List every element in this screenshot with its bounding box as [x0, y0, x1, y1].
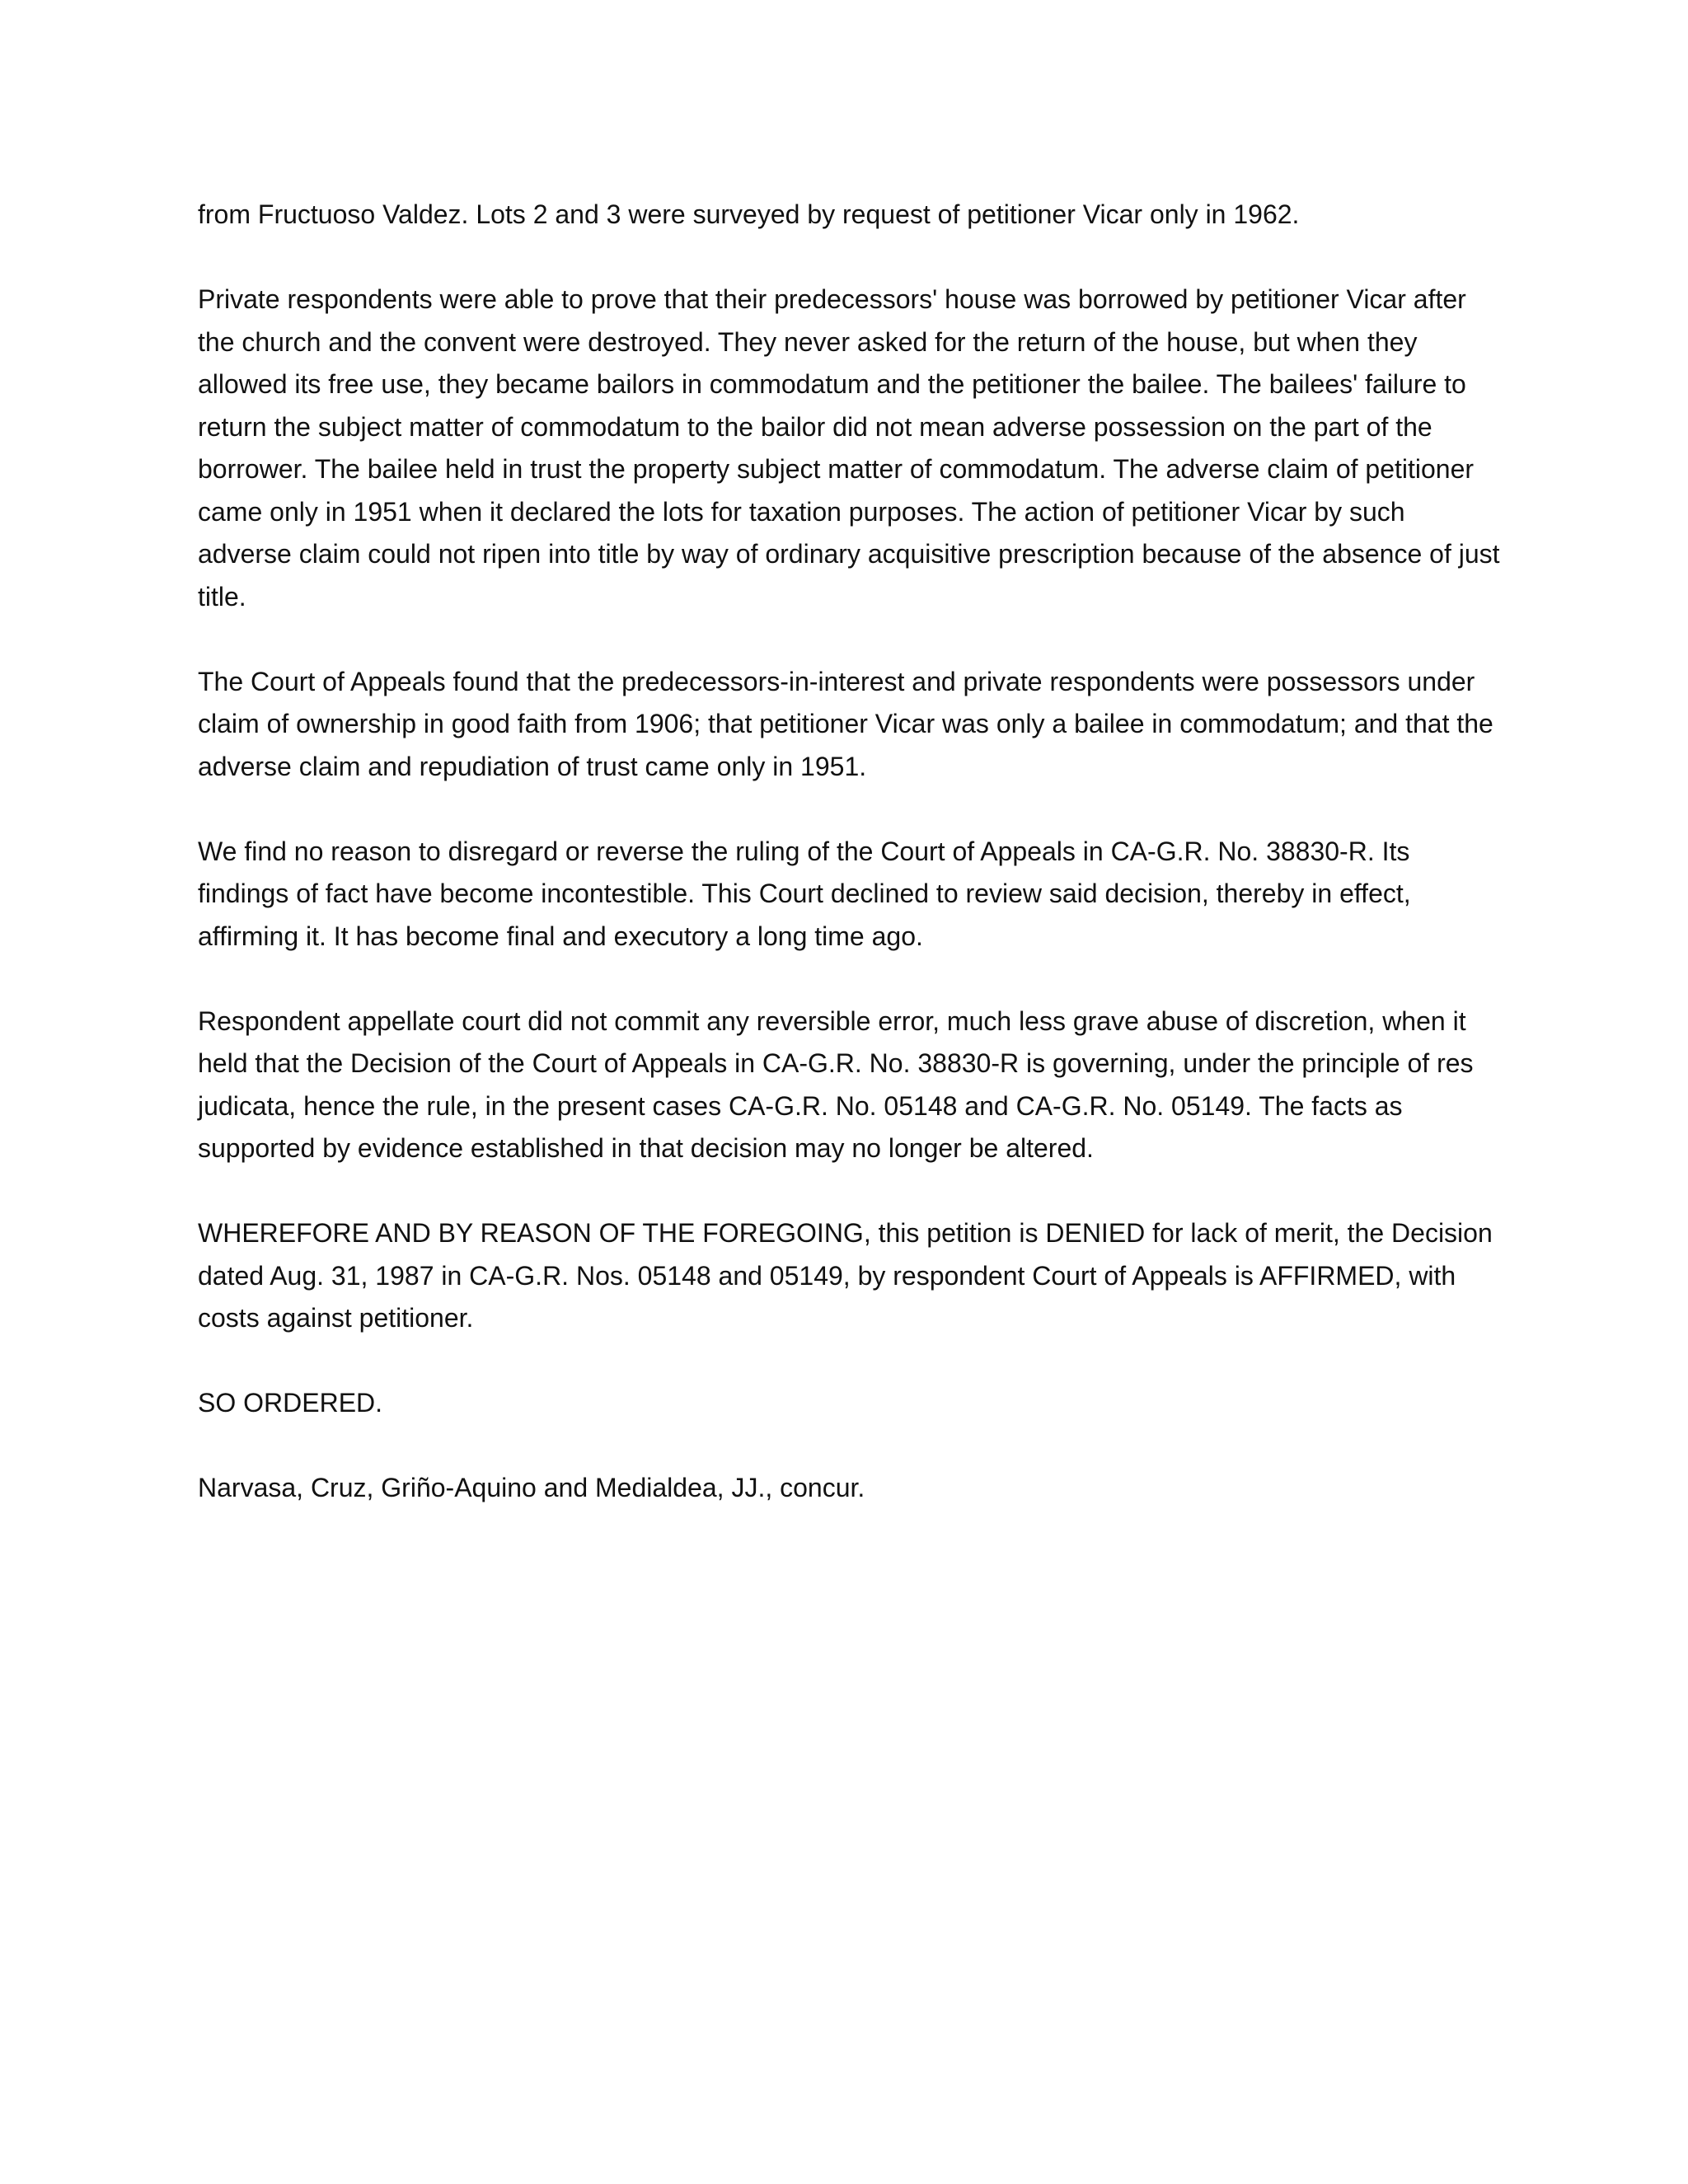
- paragraph-continuation: from Fructuoso Valdez. Lots 2 and 3 were surveyed by request of petitioner Vicar only in 1962.: [198, 199, 1300, 229]
- paragraph-so-ordered: SO ORDERED.: [198, 1388, 383, 1418]
- paragraph-dispositive: WHEREFORE AND BY REASON OF THE FOREGOING, this petition is DENIED for lack of merit, the Decision dated Aug. 31, 1987 in CA-G.R. Nos. 05148 and 05149, by respondent Court of Appeals is AFFIRMED, with costs against petitioner.: [198, 1218, 1493, 1333]
- paragraph-ruling-affirmed: We find no reason to disregard or reverse the ruling of the Court of Appeals in CA-G.R. No. 38830-R. Its findings of fact have become incontestible. This Court declined to review said decision, thereby in effect, affirming it. It has become final and executory a long time ago.: [198, 836, 1411, 951]
- paragraph-court-findings: The Court of Appeals found that the predecessors-in-interest and private respondents were possessors under claim of ownership in good faith from 1906; that petitioner Vicar was only a bailee in commodatum; and that the adverse claim and repudiation of trust came only in 1951.: [198, 666, 1493, 781]
- paragraph-concurrence: Narvasa, Cruz, Griño-Aquino and Medialdea, JJ., concur.: [198, 1473, 865, 1502]
- paragraph-res-judicata: Respondent appellate court did not commit any reversible error, much less grave abuse of discretion, when it held that the Decision of the Court of Appeals in CA-G.R. No. 38830-R is governing, under the principle of res judicata, hence the rule, in the present cases CA-G.R. No. 05148 and CA-G.R. No. 05149. The facts as supported by evidence established in that decision may no longer be altered.: [198, 1005, 1474, 1163]
- paragraph-commodatum-proof: Private respondents were able to prove that their predecessors' house was borrowed by petitioner Vicar after the church and the convent were destroyed. They never asked for the return of the house, but when they allowed its free use, they became bailors in commodatum and the petitioner the bailee. The bailees' failure to return the subject matter of commodatum to the bailor did not mean adverse possession on the part of the borrower. The bailee held in trust the property subject matter of commodatum. The adverse claim of petitioner came only in 1951 when it declared the lots for taxation purposes. The action of petitioner Vicar by such adverse claim could not ripen into title by way of ordinary acquisitive prescription because of the absence of just title.: [198, 284, 1500, 612]
- document-body: [198, 194, 1500, 1552]
